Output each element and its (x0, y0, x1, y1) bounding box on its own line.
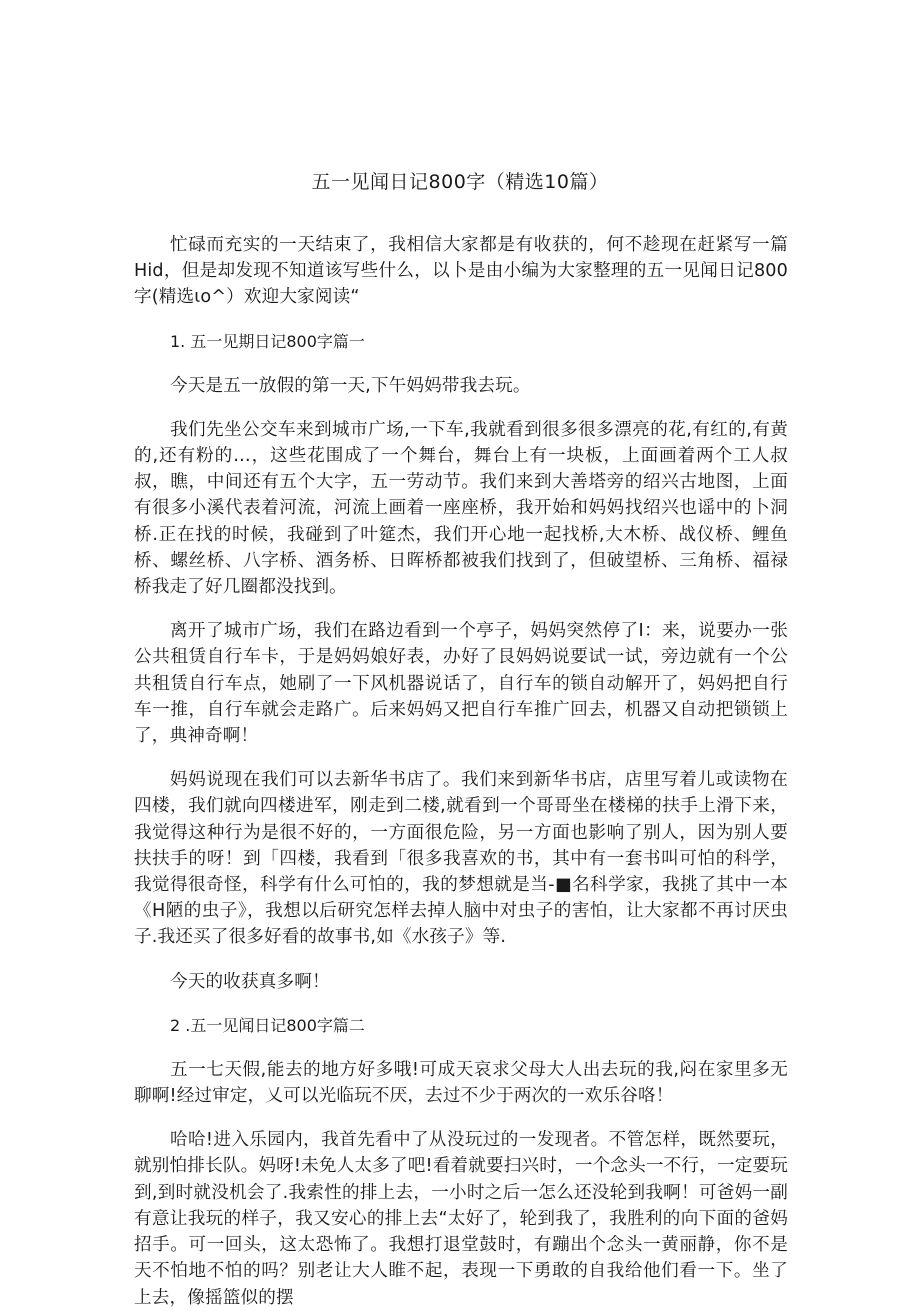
document-title: 五一见闻日记800字（精选10篇） (311, 171, 609, 193)
paragraph: 妈妈说现在我们可以去新华书店了。我们来到新华书店，店里写着儿或读物在四楼，我们就向四楼进军，刚走到二楼,就看到一个哥哥坐在楼梯的扶手上滑下来，我觉得这种行为是很不好的，一方面很危险，另一方面也影响了别人，因为别人要扶扶手的呀！到「四楼，我看到「很多我喜欢的书，其中有一套书叫可怕的科学，我觉得很奇怪，科学有什么可怕的，我的梦想就是当-■名科学家，我挑了其中一本《H陋的虫子》，我想以后研究怎样去掉人脑中对虫子的害怕，让大家都不再讨厌虫子.我还买了很多好看的故事书,如《水孩子》等. (134, 770, 788, 948)
paragraph: 我们先坐公交车来到城市广场,一下车,我就看到很多很多漂亮的花,有红的,有黄的,还有粉的…，这些花围成了一个舞台，舞台上有一块板，上面画着两个工人叔叔，瞧，中间还有五个大字，五一劳动节。我们来到大善塔旁的绍兴古地图，上面有很多小溪代表着河流，河流上画着一座座桥，我开始和妈妈找绍兴也谣中的卜洞桥.正在找的时候，我碰到了叶筵杰，我们开心地一起找桥,大木桥、战仪桥、鲤鱼桥、螺丝桥、八字桥、酒务桥、日晖桥都被我们找到了，但破望桥、三角桥、福禄桥我走了好几圈都没找到。 (134, 419, 788, 598)
document-body (134, 232, 788, 1311)
paragraph: 五一七天假,能去的地方好多哦!可成天哀求父母大人出去玩的我,闷在家里多无聊啊!经过审定，乂可以光临玩不厌，去过不少于两次的一欢乐谷咯！ (134, 1059, 788, 1107)
intro-paragraph: 忙碌而充实的一天结束了，我相信大家都是有收获的，何不趁现在赶紧写一篇Hid，但是却发现不知道该写些什么，以卜是由小编为大家整理的五一见闻日记800字(精选ιo^）欢迎大家阅读“ (134, 235, 788, 308)
paragraph: 今天是五一放假的第一天,下午妈妈带我去玩。 (170, 375, 531, 396)
paragraph: 离开了城市广场，我们在路边看到一个亭子，妈妈突然停了I：来，说要办一张公共租赁自行车卡，于是妈妈娘好表，办好了艮妈妈说要试一试，旁边就有一个公共租赁自行车点，她刷了一下风机器说话了，自行车的锁自动解开了，妈妈把自行车一推，自行车就会走路广。后来妈妈又把自行车推广回去，机器又自动把锁锁上了，典神奇啊！ (134, 621, 788, 747)
section-2-heading: 2 .五一见闻日记800字篇二 (170, 1015, 365, 1035)
section-1-heading: 1. 五一见期日记800字篇一 (170, 331, 365, 351)
paragraph: 今天的收获真多啊！ (170, 971, 330, 992)
paragraph: 哈哈!进入乐园内，我首先看中了从没玩过的一发现者。不管怎样，既然要玩，就别怕排长队。妈呀!未免人太多了吧!看着就要扫兴时，一个念头一不行，一定要玩到,到时就没机会了.我索性的排上去，一小时之后一怎么还没轮到我啊！可爸妈一副有意让我玩的样子，我又安心的排上去“太好了，轮到我了，我胜利的向下面的爸妈招手。可一回头，这太恐怖了。我想打退堂鼓时，有蹦出个念头一黄丽静，你不是天不怕地不怕的吗？别老让大人睢不起，表现一下勇敢的自我给他们看一下。坐了上去，像摇篮似的摆 (134, 1130, 788, 1308)
